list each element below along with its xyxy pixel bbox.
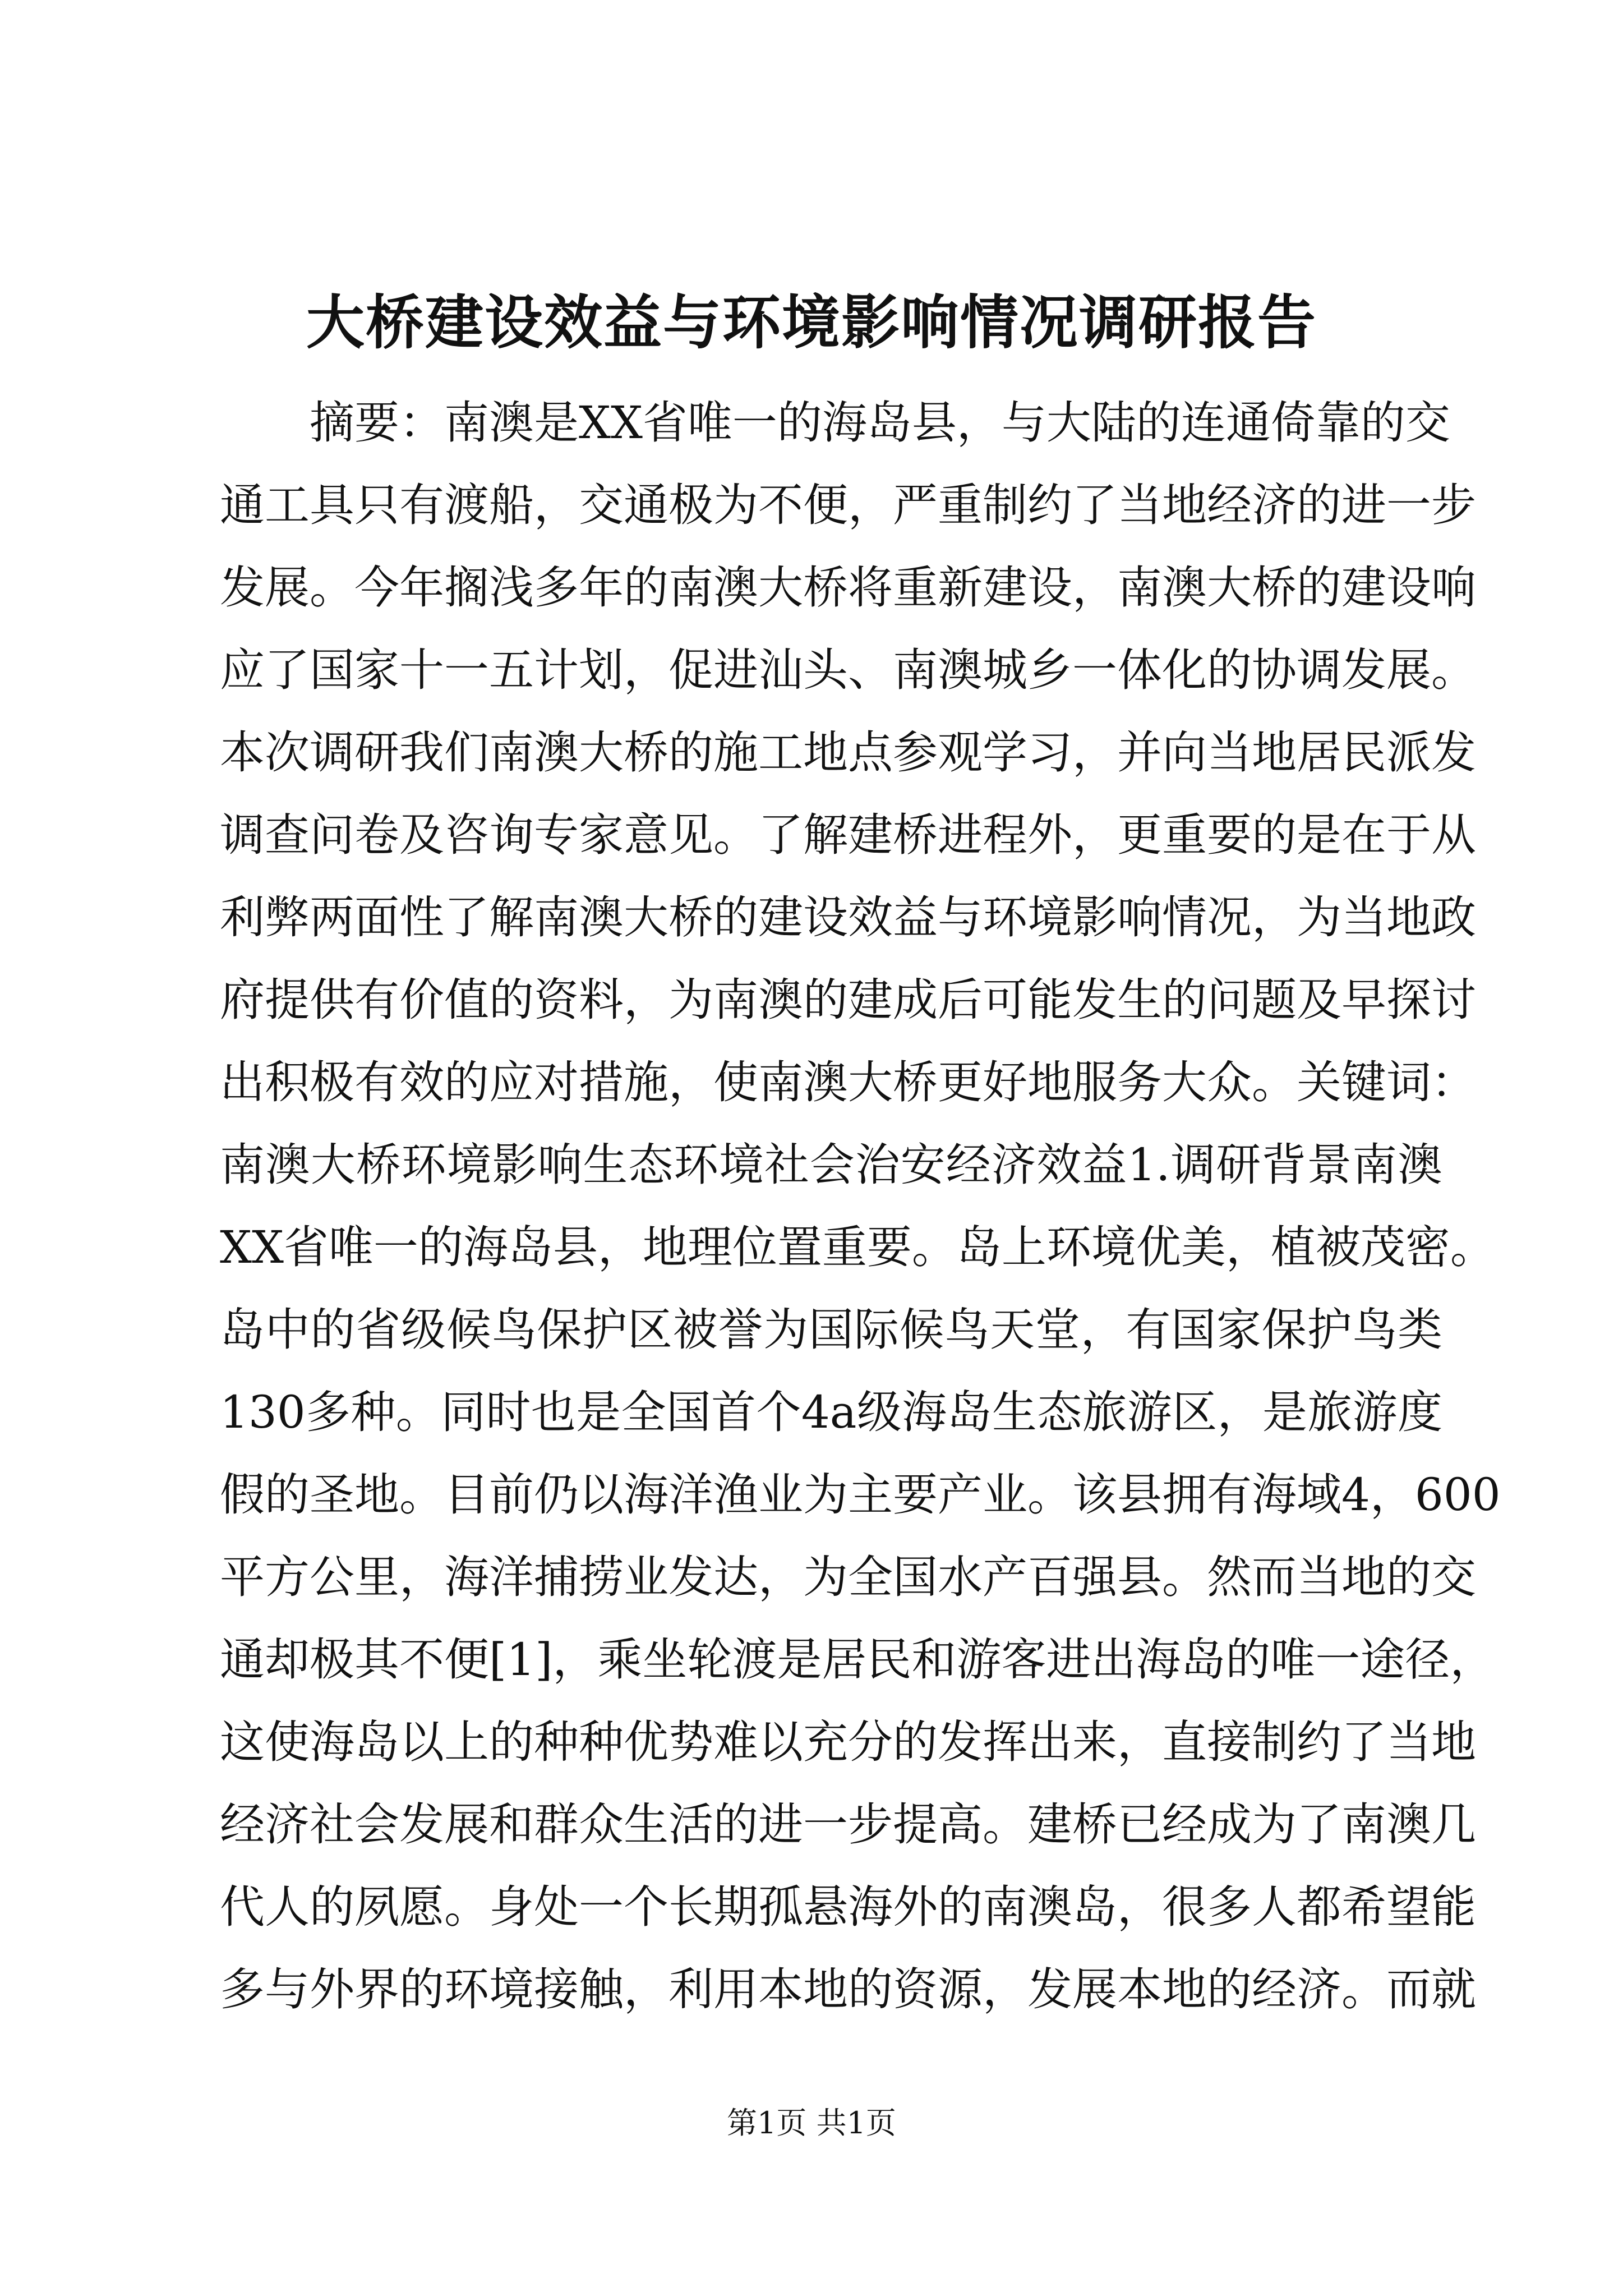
body-line: 南澳大桥环境影响生态环境社会治安经济效益1.调研背景南澳	[220, 1139, 1442, 1191]
body-line: 出积极有效的应对措施，使南澳大桥更好地服务大众。关键词：	[220, 1056, 1476, 1108]
body-line: 平方公里，海洋捕捞业发达，为全国水产百强县。然而当地的交	[220, 1551, 1476, 1603]
body-line: 通却极其不便[1]，乘坐轮渡是居民和游客进出海岛的唯一途径，	[220, 1634, 1495, 1686]
body-line: 府提供有价值的资料，为南澳的建成后可能发生的问题及早探讨	[220, 974, 1476, 1026]
body-line: 假的圣地。目前仍以海洋渔业为主要产业。该县拥有海域4，600	[220, 1469, 1501, 1521]
body-line: 摘要：南澳是XX省唯一的海岛县，与大陆的连通倚靠的交	[310, 397, 1450, 449]
body-line: 利弊两面性了解南澳大桥的建设效益与环境影响情况，为当地政	[220, 891, 1476, 944]
body-line: 130多种。同时也是全国首个4a级海岛生态旅游区，是旅游度	[220, 1386, 1442, 1438]
document-body	[220, 381, 1501, 2031]
body-line: 经济社会发展和群众生活的进一步提高。建桥已经成为了南澳几	[220, 1798, 1476, 1851]
body-line: 调查问卷及咨询专家意见。了解建桥进程外，更重要的是在于从	[220, 809, 1476, 861]
body-line: 多与外界的环境接触，利用本地的资源，发展本地的经济。而就	[220, 1963, 1476, 2016]
document-title: 大桥建设效益与环境影响情况调研报告	[306, 288, 1317, 357]
body-line: 应了国家十一五计划，促进汕头、南澳城乡一体化的协调发展。	[220, 644, 1476, 696]
body-line: 这使海岛以上的种种优势难以充分的发挥出来，直接制约了当地	[220, 1716, 1476, 1768]
body-line: 代人的夙愿。身处一个长期孤悬海外的南澳岛，很多人都希望能	[220, 1881, 1476, 1933]
body-line: 本次调研我们南澳大桥的施工地点参观学习，并向当地居民派发	[220, 726, 1476, 779]
body-line: 岛中的省级候鸟保护区被誉为国际候鸟天堂，有国家保护鸟类	[220, 1304, 1442, 1356]
body-line: XX省唯一的海岛县，地理位置重要。岛上环境优美，植被茂密。	[220, 1221, 1495, 1273]
page-footer: 第1页 共1页	[727, 2105, 896, 2141]
body-line: 发展。今年搁浅多年的南澳大桥将重新建设，南澳大桥的建设响	[220, 562, 1476, 614]
body-line: 通工具只有渡船，交通极为不便，严重制约了当地经济的进一步	[220, 479, 1476, 531]
